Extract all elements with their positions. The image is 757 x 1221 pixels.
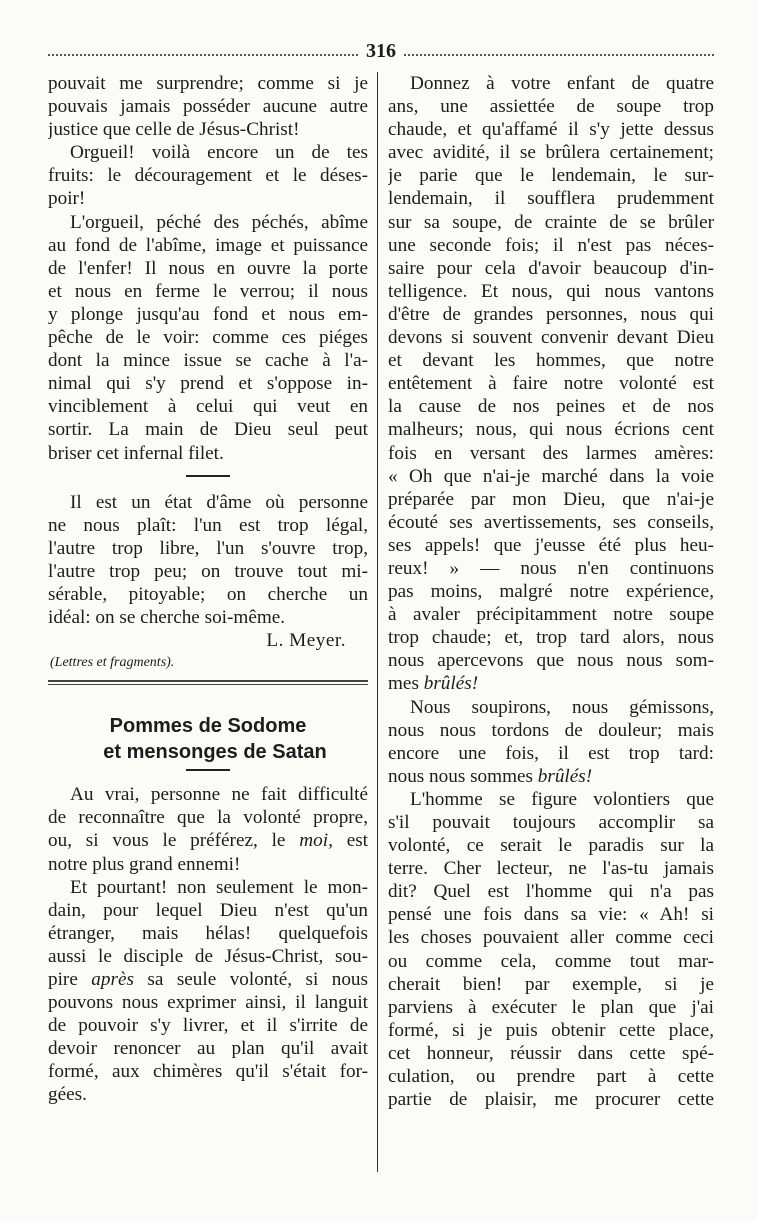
text-line bbox=[48, 968, 368, 991]
text-line: L'homme se figure volontiers que bbox=[410, 788, 714, 810]
left-paragraph-6 bbox=[48, 876, 368, 1107]
text-line: Orgueil! voilà encore un de tes bbox=[70, 142, 368, 164]
title-rule bbox=[186, 769, 230, 771]
text-line: l'autre trop peu; on trouve tout mi- bbox=[48, 560, 368, 582]
text-line: devons si souvent convenir devant Dieu bbox=[388, 327, 714, 349]
text-line: gées. bbox=[48, 1084, 87, 1106]
text-line: partie de plaisir, me procurer cette bbox=[388, 1089, 714, 1111]
text-line: notre plus grand ennemi! bbox=[48, 853, 241, 875]
text-line: formé, aux chimères qu'il s'était for- bbox=[48, 1061, 368, 1083]
text-line: cherait bien! par exemple, si je bbox=[388, 973, 714, 995]
text-line: une seconde fois; il n'est pas néces- bbox=[388, 234, 714, 256]
text-line: nous nous tordons de douleur; mais bbox=[388, 719, 714, 741]
text-line: nous apercevons que nous nous som- bbox=[388, 650, 714, 672]
text-line: nimal qui s'y prend et s'oppose in- bbox=[48, 373, 368, 395]
emphasis-brules: brûlés! bbox=[423, 673, 479, 695]
emphasis-apres: après bbox=[91, 969, 134, 990]
text-line: Il est un état d'âme où personne bbox=[70, 491, 368, 513]
text-line: dont la mince issue se cache à l'a- bbox=[48, 350, 368, 372]
text-line: chaude, et qu'affamé il s'y jette dessus bbox=[388, 119, 714, 141]
text-line: pouvons nous exprimer ainsi, il languit bbox=[48, 992, 368, 1014]
section-double-rule bbox=[48, 680, 368, 685]
text-run: nous nous sommes bbox=[388, 765, 533, 787]
text-line: poir! bbox=[48, 188, 86, 210]
text-line: culation, ou prendre part à cette bbox=[388, 1066, 714, 1088]
text-line: lendemain, il soufflera prudemment bbox=[388, 188, 714, 210]
left-paragraph-2 bbox=[48, 141, 368, 210]
text-run: est bbox=[346, 830, 368, 852]
emphasis-brules: brûlés! bbox=[537, 765, 593, 787]
text-line: s'il pouvait toujours accomplir sa bbox=[388, 812, 714, 833]
text-line: pouvais jamais posséder aucune autre bbox=[48, 96, 368, 118]
text-line: de l'enfer! Il nous en ouvre la porte bbox=[48, 257, 368, 279]
right-paragraph-1 bbox=[388, 72, 714, 672]
text-line: de pouvoir s'y livrer, et il s'irrite de bbox=[48, 1015, 368, 1037]
text-line: sérable, pitoyable; on cherche un bbox=[48, 583, 368, 605]
text-line: l'autre trop libre, l'un s'ouvre trop, bbox=[48, 537, 368, 559]
text-line: « Oh que n'ai-je marché dans la voie bbox=[388, 465, 714, 487]
right-paragraph-2 bbox=[388, 696, 714, 765]
article-title bbox=[48, 713, 368, 765]
text-line: je parie que le lendemain, le sur- bbox=[388, 165, 714, 187]
page-header bbox=[48, 40, 714, 64]
text-line: Et pourtant! non seulement le mon- bbox=[70, 876, 368, 898]
text-line: reux! » — nous n'en continuons bbox=[388, 557, 714, 579]
author-signature: L. Meyer. bbox=[266, 630, 346, 652]
text-line: Nous soupirons, nous gémissons, bbox=[410, 696, 714, 718]
text-line bbox=[388, 672, 714, 695]
text-line: et nous en ferme le verrou; il nous bbox=[48, 280, 368, 302]
text-line: de reconnaître que la volonté propre, bbox=[48, 807, 368, 829]
text-line: écouté ses avertissements, ses conseils, bbox=[388, 511, 714, 533]
text-run: mes bbox=[388, 673, 419, 695]
text-run: sa seule volonté, si nous bbox=[147, 969, 368, 990]
right-column bbox=[388, 72, 714, 1111]
text-line bbox=[48, 829, 368, 852]
text-line: préparée par mon Dieu, que n'ai-je bbox=[388, 488, 714, 510]
text-line: terre. Cher lecteur, ne l'as-tu jamais bbox=[388, 858, 714, 880]
left-paragraph-3 bbox=[48, 211, 368, 465]
text-line: à avaler précipitamment notre soupe bbox=[388, 604, 714, 626]
right-paragraph-3 bbox=[388, 788, 714, 1111]
text-line bbox=[388, 765, 714, 788]
text-line: telligence. Et nous, qui nous vantons bbox=[388, 280, 714, 302]
text-line: dain, pour lequel Dieu n'est qu'un bbox=[48, 899, 368, 921]
text-line: et devant les hommes, que notre bbox=[388, 350, 714, 372]
text-line: trop chaude; et, trop tard alors, nous bbox=[388, 627, 714, 649]
text-line: vinciblement à celui qui veut en bbox=[48, 396, 368, 418]
article-title-line-2: et mensonges de Satan bbox=[103, 741, 327, 764]
source-note: (Lettres et fragments). bbox=[50, 655, 175, 671]
text-line: fois en versant des larmes amères: bbox=[388, 442, 714, 464]
text-line: ans, une assiettée de soupe trop bbox=[388, 96, 714, 118]
text-line: d'être de grandes personnes, nous qui bbox=[388, 303, 714, 325]
text-line: pensé une fois dans sa vie: « Ah! si bbox=[388, 904, 714, 926]
left-paragraph-5 bbox=[48, 783, 368, 875]
column-divider bbox=[377, 72, 378, 1172]
text-line: les choses pouvaient aller comme ceci bbox=[388, 927, 714, 949]
page-number: 316 bbox=[360, 40, 402, 63]
text-line: cet honneur, réussir dans cette spé- bbox=[388, 1042, 714, 1064]
text-line: entêtement à faire notre volonté est bbox=[388, 373, 714, 395]
text-line: devoir renoncer au plan qu'il avait bbox=[48, 1038, 368, 1060]
text-line: pêche de le voir: comme ces piéges bbox=[48, 327, 368, 349]
section-separator bbox=[186, 475, 230, 477]
text-line: aussi le disciple de Jésus-Christ, sou- bbox=[48, 945, 368, 967]
text-line: Donnez à votre enfant de quatre bbox=[410, 73, 714, 94]
text-line: sortir. La main de Dieu seul peut bbox=[48, 419, 368, 441]
text-line: malheurs; nous, qui nous écrions cent bbox=[388, 419, 714, 441]
text-line: Au vrai, personne ne fait difficulté bbox=[70, 784, 368, 806]
text-line: la cause de nos peines et de nos bbox=[388, 396, 714, 418]
text-line: briser cet infernal filet. bbox=[48, 442, 224, 464]
text-line: ses appels! que j'eusse été plus heu- bbox=[388, 534, 714, 556]
text-run: ou, si vous le préférez, le bbox=[48, 830, 286, 852]
left-paragraph-4 bbox=[48, 491, 368, 630]
text-line: fruits: le découragement et le déses- bbox=[48, 165, 368, 187]
text-line: parviens à exécuter le plan que j'ai bbox=[388, 996, 714, 1018]
text-line: formé, si je puis obtenir cette place, bbox=[388, 1019, 714, 1041]
text-line: saire pour cela d'avoir beaucoup d'in- bbox=[388, 257, 714, 279]
text-line: au fond de l'abîme, image et puissance bbox=[48, 234, 368, 256]
left-column bbox=[48, 72, 368, 1107]
text-line: idéal: on se cherche soi-même. bbox=[48, 607, 286, 629]
text-line: avec avidité, il se brûlera certainement; bbox=[388, 142, 714, 164]
text-line: justice que celle de Jésus-Christ! bbox=[48, 119, 300, 141]
text-line: ne nous plaît: l'un est trop légal, bbox=[48, 514, 368, 536]
text-line: encore une fois, il est trop tard: bbox=[388, 742, 714, 764]
text-line: étranger, mais hélas! quelquefois bbox=[48, 922, 368, 944]
emphasis-moi: moi, bbox=[299, 830, 333, 852]
text-line: L'orgueil, péché des péchés, abîme bbox=[70, 211, 368, 233]
left-paragraph-1 bbox=[48, 72, 368, 141]
text-line: sur sa soupe, de crainte de se brûler bbox=[388, 211, 714, 233]
article-title-line-1: Pommes de Sodome bbox=[109, 715, 307, 738]
text-line: volonté, ce serait le paradis sur la bbox=[388, 835, 714, 857]
text-line: pouvait me surprendre; comme si je bbox=[48, 73, 368, 94]
text-line: pas moins, malgré notre expérience, bbox=[388, 581, 714, 603]
text-run: pire bbox=[48, 969, 78, 990]
text-line: y plonge jusqu'au fond et nous em- bbox=[48, 303, 368, 325]
text-line: dit? Quel est l'homme qui n'a pas bbox=[388, 881, 714, 903]
text-line: ou comme cela, comme tout mar- bbox=[388, 950, 714, 972]
